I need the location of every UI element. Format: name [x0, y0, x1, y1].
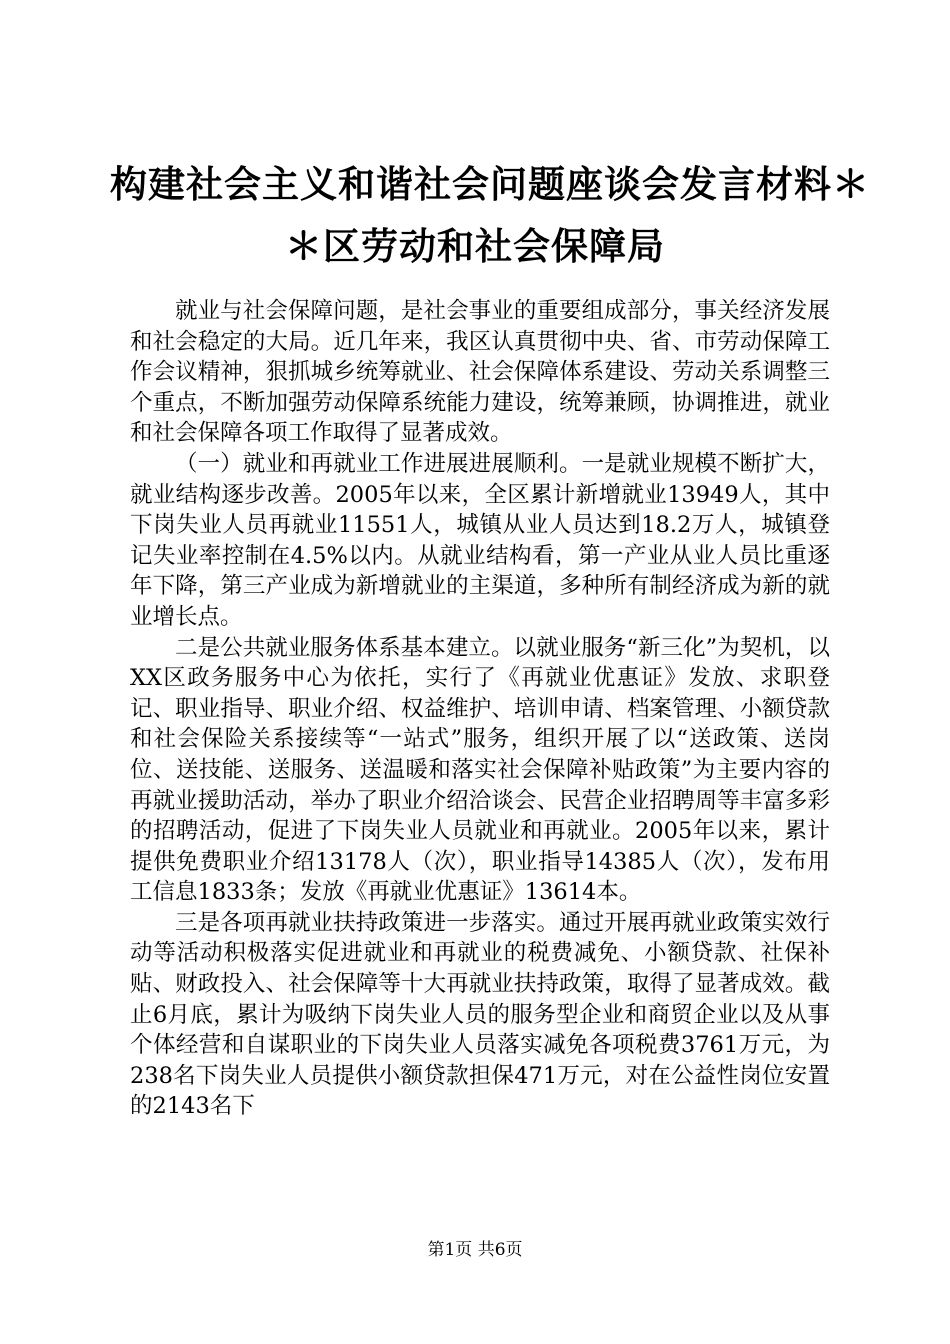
paragraph-employment: （一）就业和再就业工作进展进展顺利。一是就业规模不断扩大，就业结构逐步改善。2005年以来，全区累计新增就业13949人，其中下岗失业人员再就业11551人，城镇从业人员达到18.2万人，城镇登记失业率控制在4.5%以内。从就业结构看，第一产业从业人员比重逐年下降，第三产业成为新增就业的主渠道，多种所有制经济成为新的就业增长点。: [130, 450, 830, 630]
paragraph-policy: 三是各项再就业扶持政策进一步落实。通过开展再就业政策实效行动等活动积极落实促进就业和再就业的税费减免、小额贷款、社保补贴、财政投入、社会保障等十大再就业扶持政策，取得了显著成效。截止6月底，累计为吸纳下岗失业人员的服务型企业和商贸企业以及从事个体经营和自谋职业的下岗失业人员落实减免各项税费3761万元，为238名下岗失业人员提供小额贷款担保471万元，对在公益性岗位安置的2143名下: [130, 909, 830, 1120]
paragraph-intro: 就业与社会保障问题，是社会事业的重要组成部分，事关经济发展和社会稳定的大局。近几年来，我区认真贯彻中央、省、市劳动保障工作会议精神，狠抓城乡统筹就业、社会保障体系建设、劳动关系调整三个重点，不断加强劳动保障系统能力建设，统筹兼顾，协调推进，就业和社会保障各项工作取得了显著成效。: [130, 298, 830, 447]
paragraph-public-service: 二是公共就业服务体系基本建立。以就业服务“新三化”为契机，以XX区政务服务中心为依托，实行了《再就业优惠证》发放、求职登记、职业指导、职业介绍、权益维护、培训申请、档案管理、小额贷款和社会保险关系接续等“一站式”服务，组织开展了以“送政策、送岗位、送技能、送服务、送温暖和落实社会保障补贴政策”为主要内容的再就业援助活动，举办了职业介绍洽谈会、民营企业招聘周等丰富多彩的招聘活动，促进了下岗失业人员就业和再就业。2005年以来，累计提供免费职业介绍13178人（次），职业指导14385人（次），发布用工信息1833条；发放《再就业优惠证》13614本。: [130, 634, 830, 906]
page-footer: 第1页 共6页: [427, 1240, 523, 1260]
document-title-line-1: 构建社会主义和谐社会问题座谈会发言材料＊: [110, 162, 870, 206]
document-title-line-2: ＊区劳动和社会保障局: [285, 224, 665, 268]
document-body: [130, 296, 830, 1122]
